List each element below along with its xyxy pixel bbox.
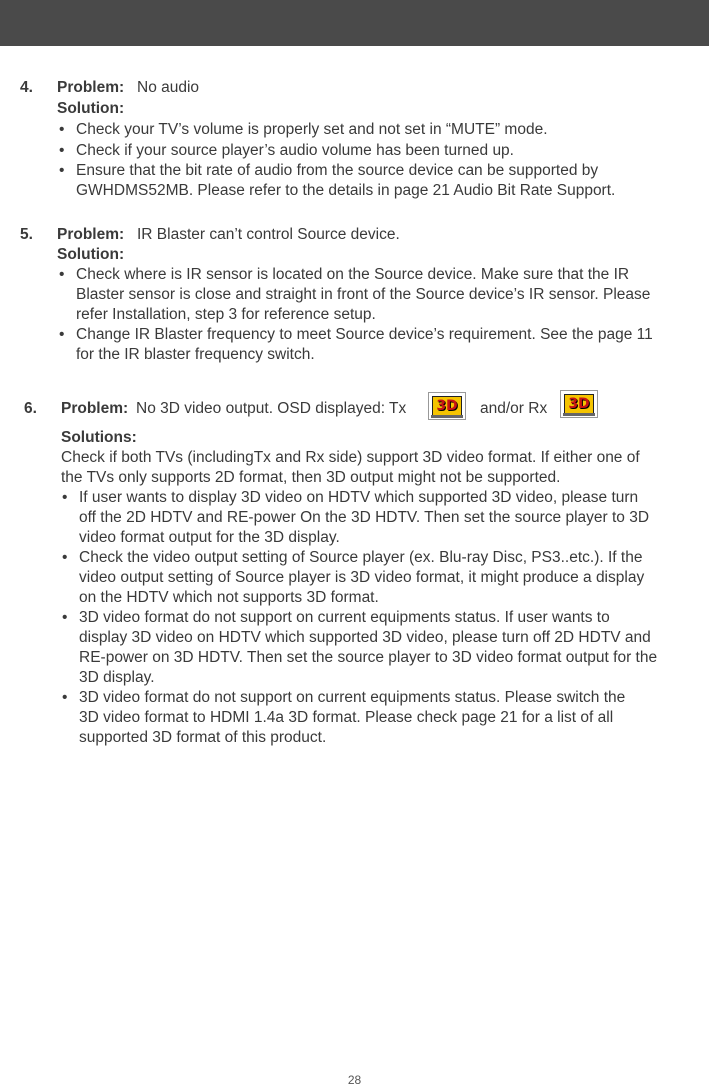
solution-label: Solution: (57, 246, 125, 263)
problem-label: Problem: (57, 226, 125, 243)
problem-text: IR Blaster can’t control Source device. (137, 226, 400, 243)
bullet-text: Change IR Blaster frequency to meet Source device’s requirement. See the page 11 (76, 326, 653, 343)
bullet-text: Blaster sensor is close and straight in front of the Source device’s IR sensor. Please (76, 286, 651, 303)
3d-icon-label: 3D (432, 396, 462, 416)
bullet-text: 3D video format do not support on current equipments status. Please switch the (79, 689, 626, 706)
bullet-text: Check where is IR sensor is located on the Source device. Make sure that the IR (76, 266, 630, 283)
intro-text: the TVs only supports 2D format, then 3D output might not be supported. (61, 469, 561, 486)
bullet-dot: • (59, 326, 65, 343)
bullet-dot: • (62, 549, 68, 566)
page-number: 28 (347, 1073, 362, 1087)
problem-text-rx: and/or Rx (480, 400, 548, 417)
header-bar (0, 0, 709, 46)
3d-icon-label: 3D (564, 394, 594, 414)
bullet-text: off the 2D HDTV and RE-power On the 3D HDTV. Then set the source player to 3D (79, 509, 650, 526)
bullet-text: display 3D video on HDTV which supported 3D video, please turn off 2D HDTV and (79, 629, 651, 646)
bullet-text: on the HDTV which not supports 3D format. (79, 589, 379, 606)
bullet-text: video format output for the 3D display. (79, 529, 340, 546)
bullet-text: Check the video output setting of Source player (ex. Blu-ray Disc, PS3..etc.). If the (79, 549, 643, 566)
bullet-text: 3D video format to HDMI 1.4a 3D format. Please check page 21 for a list of all (79, 709, 614, 726)
bullet-text: Check if your source player’s audio volume has been turned up. (76, 142, 514, 159)
bullet-dot: • (62, 689, 68, 706)
item-number: 4. (20, 79, 33, 96)
bullet-text: for the IR blaster frequency switch. (76, 346, 315, 363)
bullet-text: supported 3D format of this product. (79, 729, 327, 746)
bullet-dot: • (59, 142, 65, 159)
bullet-text: 3D display. (79, 669, 155, 686)
problem-label: Problem: (57, 79, 125, 96)
item-number: 5. (20, 226, 33, 243)
rx-3d-osd-icon (560, 390, 598, 418)
bullet-text: RE-power on 3D HDTV. Then set the source player to 3D video format output for the (79, 649, 658, 666)
problem-text: No 3D video output. OSD displayed: Tx (136, 400, 407, 417)
problem-text: No audio (137, 79, 200, 96)
bullet-dot: • (59, 121, 65, 138)
bullet-dot: • (62, 609, 68, 626)
bullet-text: 3D video format do not support on current equipments status. If user wants to (79, 609, 610, 626)
item-number: 6. (24, 400, 37, 417)
tx-3d-osd-icon (428, 392, 466, 420)
intro-text: Check if both TVs (includingTx and Rx side) support 3D video format. If either one of (61, 449, 640, 466)
solution-label: Solutions: (61, 429, 137, 446)
bullet-dot: • (59, 266, 65, 283)
bullet-text: refer Installation, step 3 for reference setup. (76, 306, 376, 323)
bullet-dot: • (62, 489, 68, 506)
bullet-text: Check your TV’s volume is properly set and not set in “MUTE” mode. (76, 121, 548, 138)
bullet-text: GWHDMS52MB. Please refer to the details in page 21 Audio Bit Rate Support. (76, 182, 616, 199)
bullet-text: video output setting of Source player is 3D video format, it might produce a display (79, 569, 645, 586)
bullet-text: Ensure that the bit rate of audio from the source device can be supported by (76, 162, 599, 179)
problem-label: Problem: (61, 400, 129, 417)
solution-label: Solution: (57, 100, 125, 117)
bullet-text: If user wants to display 3D video on HDTV which supported 3D video, please turn (79, 489, 639, 506)
bullet-dot: • (59, 162, 65, 179)
